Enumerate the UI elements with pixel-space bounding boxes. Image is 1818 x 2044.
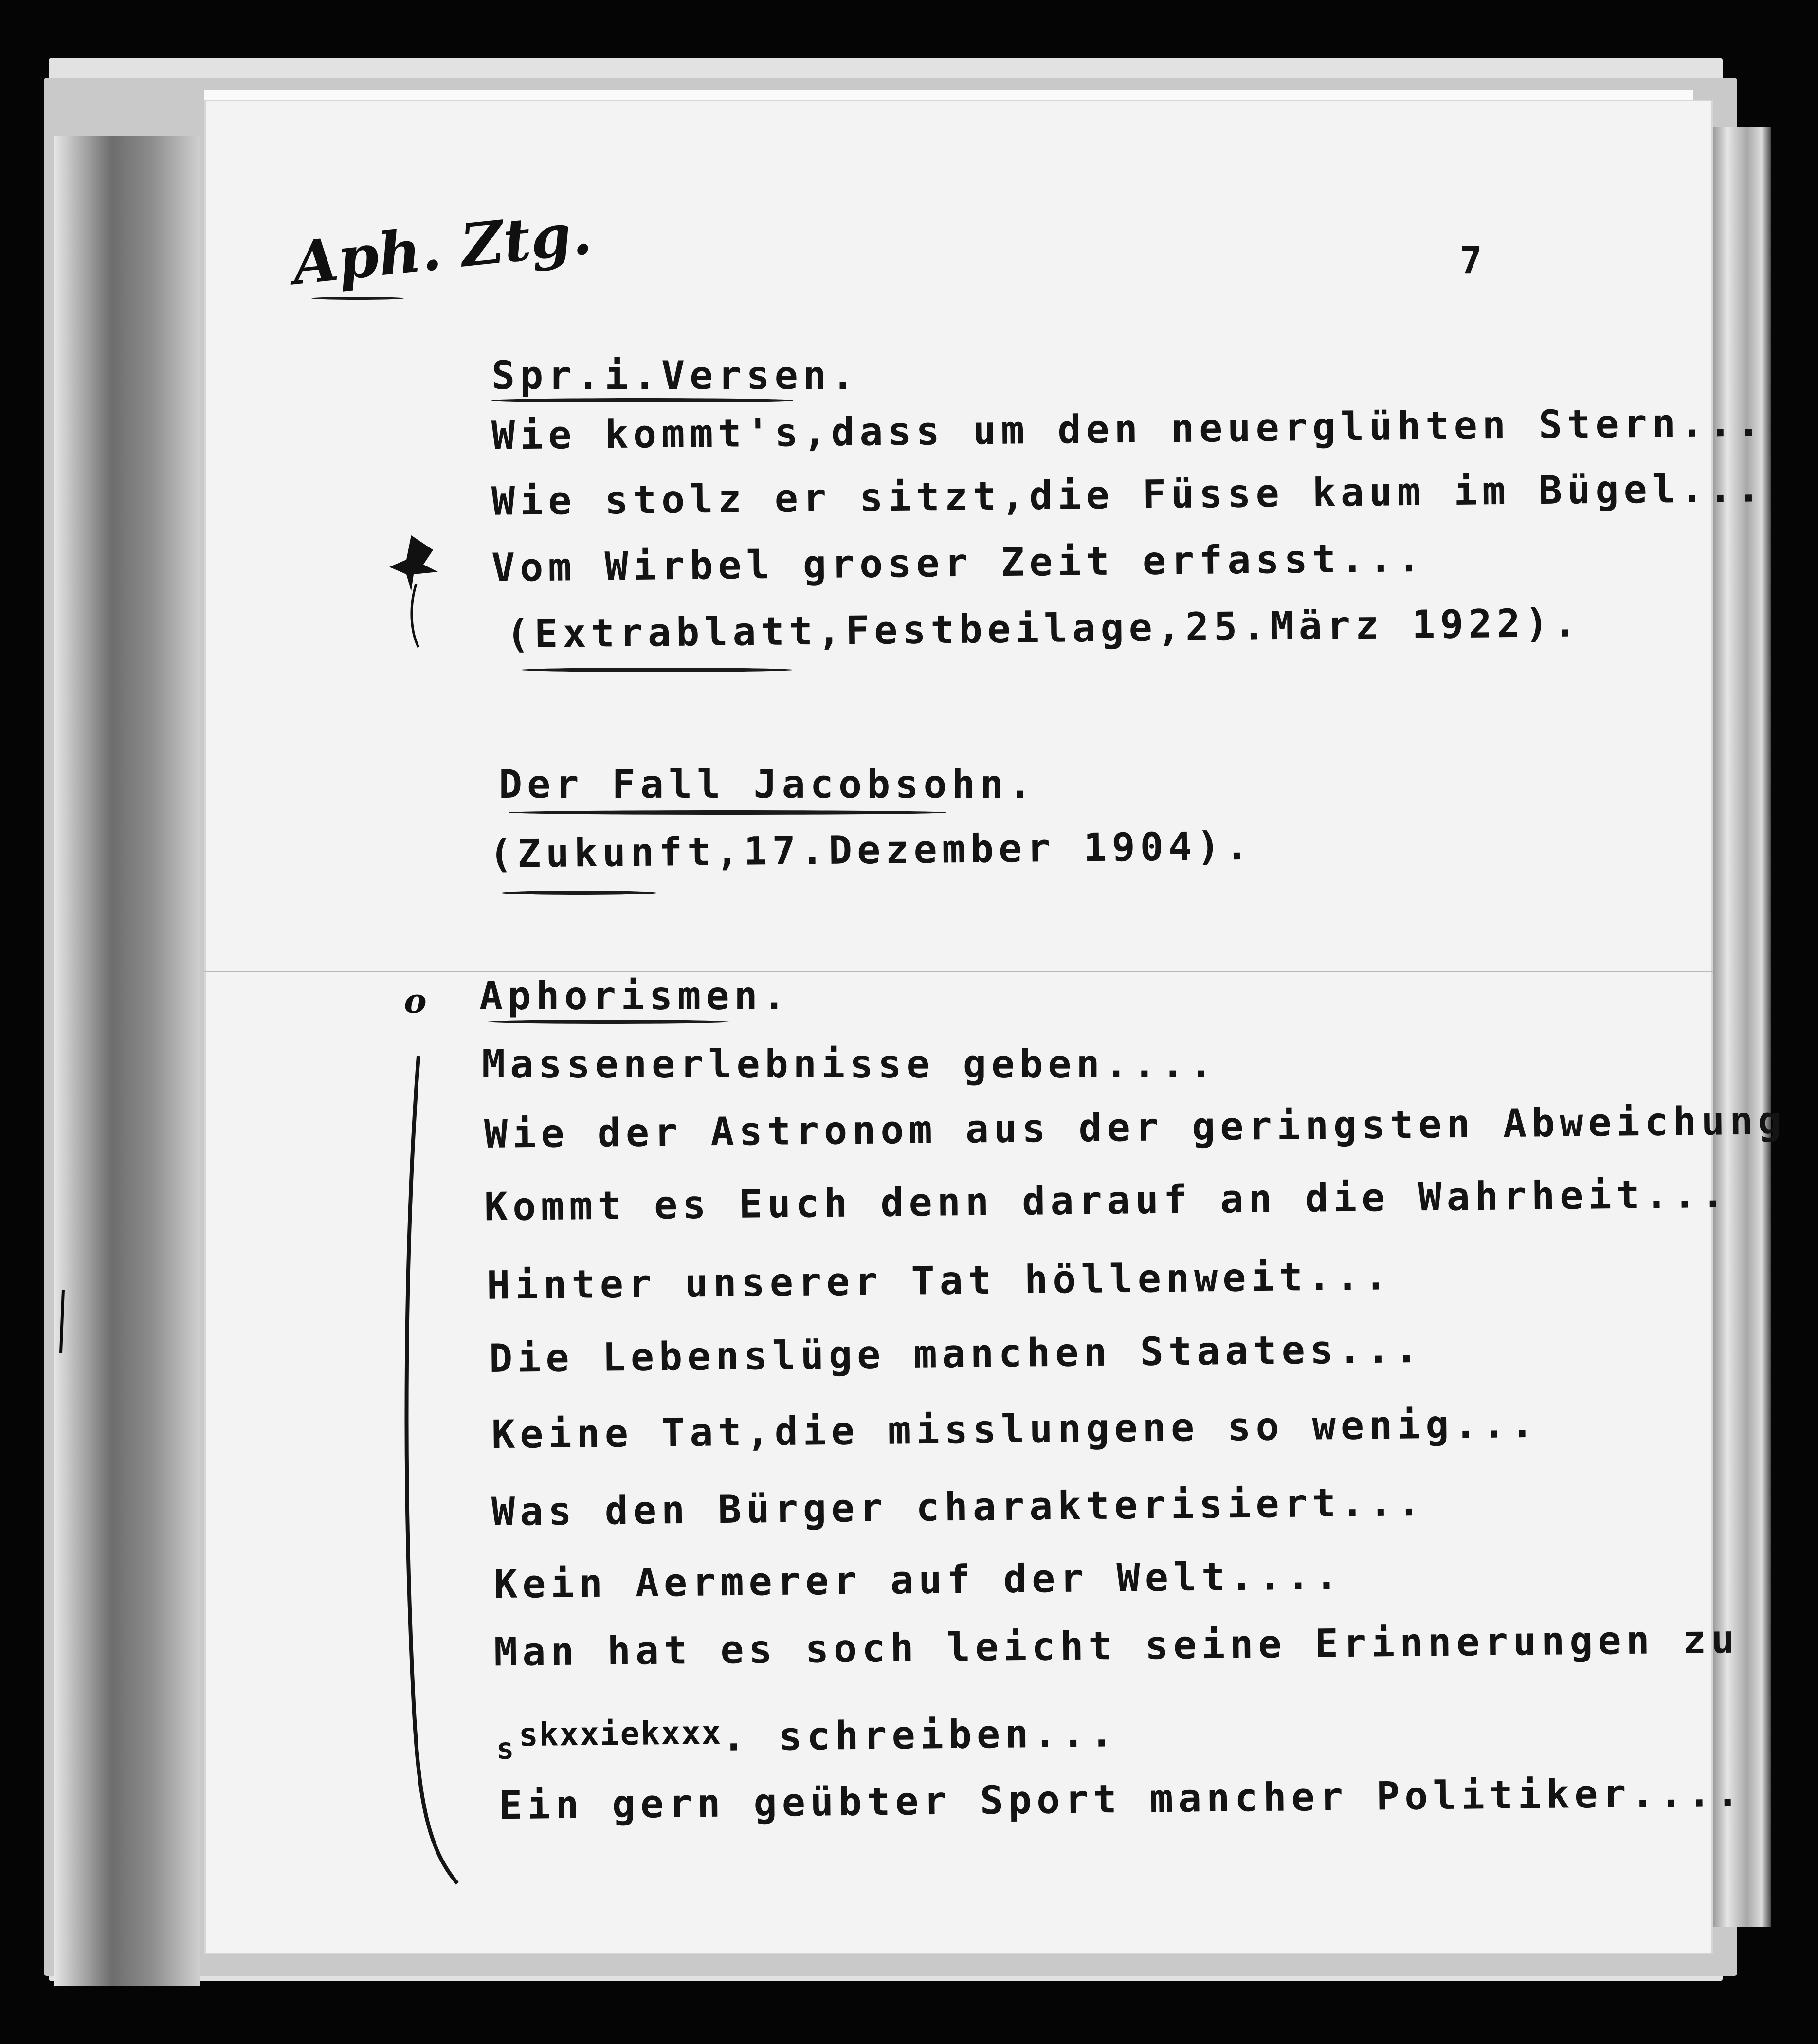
line-rest: . schreiben... bbox=[721, 1710, 1119, 1760]
text-line: Keine Tat,die misslungene so wenig... bbox=[491, 1401, 1539, 1458]
ink-streak bbox=[412, 584, 418, 647]
stray-mark bbox=[61, 1290, 63, 1353]
handwritten-annotation: Aph. Ztg. bbox=[289, 199, 595, 298]
section-title-aphorismen: Aphorismen. bbox=[479, 973, 791, 1019]
margin-bracket-line bbox=[407, 1056, 457, 1883]
ink-blot bbox=[389, 535, 438, 591]
section-title-jacobsohn: Der Fall Jacobsohn. bbox=[499, 762, 1037, 807]
text-line: Vom Wirbel groser Zeit erfasst... bbox=[491, 535, 1426, 591]
text-line: Massenerlebnisse geben.... bbox=[482, 1041, 1218, 1087]
margin-mark: o bbox=[404, 981, 427, 1021]
text-line: Wie stolz er sitzt,die Füsse kaum im Bügel... bbox=[491, 465, 1765, 524]
section-title-verses: Spr.i.Versen. bbox=[491, 353, 860, 398]
text-line: Kein Aermerer auf der Welt.... bbox=[493, 1552, 1344, 1607]
text-line: Kommt es Euch denn darauf an die Wahrheit... bbox=[484, 1171, 1730, 1230]
struck-out-text: skxxiekxxx bbox=[518, 1714, 722, 1754]
text-line: Ein gern geübter Sport mancher Politiker.... bbox=[498, 1770, 1745, 1828]
text-line: Man hat es soch leicht seine Erinnerungen zu bbox=[493, 1616, 1740, 1675]
text-line: Die Lebenslüge manchen Staates... bbox=[489, 1326, 1423, 1382]
page-number: 7 bbox=[1460, 238, 1482, 282]
text-line: Wie kommt's,dass um den neuerglühten Stern... bbox=[491, 400, 1765, 458]
text-line: (Zukunft,17.Dezember 1904). bbox=[489, 823, 1254, 877]
text-line: (Extrablatt,Festbeilage,25.März 1922). bbox=[506, 600, 1582, 657]
text-line: Wie der Astronom aus der geringsten Abweichung bbox=[484, 1097, 1786, 1157]
text-line: Hinter unserer Tat höllenweit... bbox=[486, 1253, 1393, 1308]
text-line: Was den Bürger charakterisiert... bbox=[491, 1479, 1426, 1535]
line-prefix: s bbox=[496, 1732, 519, 1766]
